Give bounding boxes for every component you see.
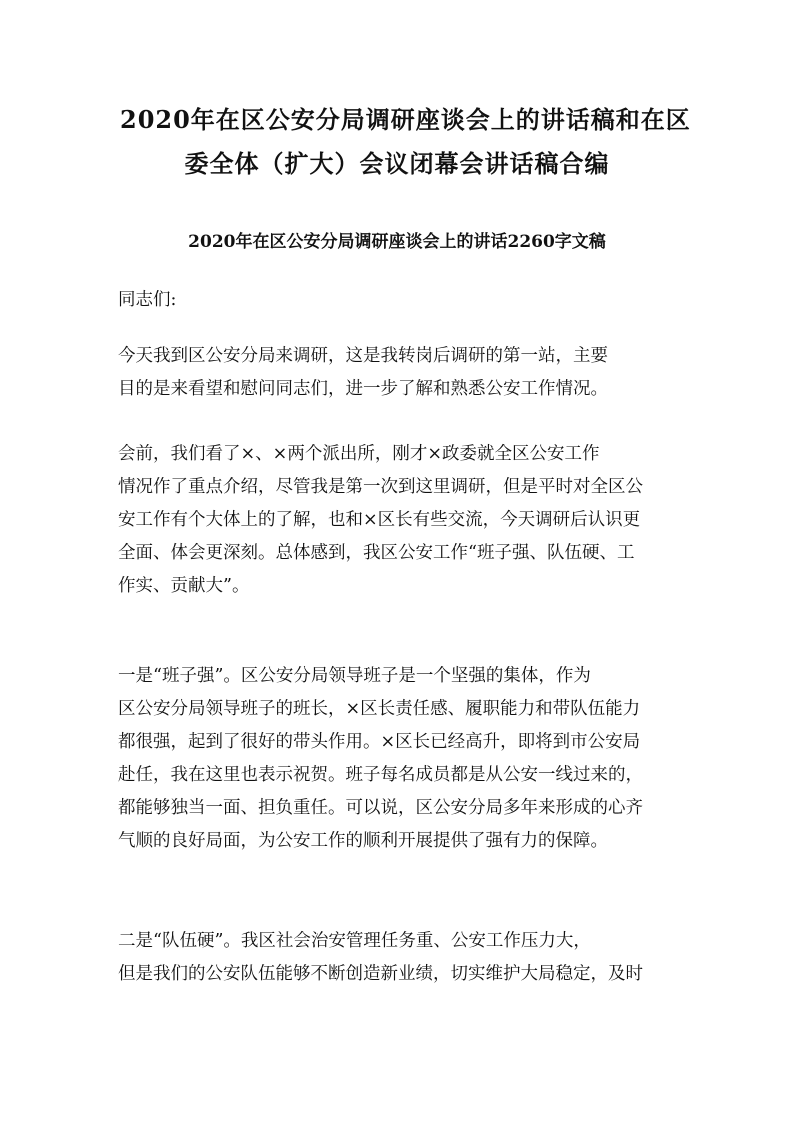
text-line: 都很强，起到了很好的带头作用。×区长已经高升，即将到市公安局 — [118, 732, 641, 752]
title-line: 2020年在区公安分局调研座谈会上的讲话稿和在区 — [120, 105, 691, 134]
text-line: 目的是来看望和慰问同志们，进一步了解和熟悉公安工作情况。 — [118, 379, 608, 399]
text-line: 情况作了重点介绍，尽管我是第一次到这里调研，但是平时对全区公 — [118, 477, 643, 497]
title-line: 委全体（扩大）会议闭幕会讲话稿合编 — [184, 149, 610, 178]
text-line: 安工作有个大体上的了解，也和×区长有些交流，今天调研后认识更 — [118, 510, 641, 530]
text-line: 今天我到区公安分局来调研，这是我转岗后调研的第一站，主要 — [118, 346, 608, 366]
text-line: 都能够独当一面、担负重任。可以说，区公安分局多年来形成的心齐 — [118, 798, 643, 818]
document-title — [120, 98, 691, 186]
text-line: 作实、贡献大”。 — [118, 576, 250, 596]
text-line: 赴任，我在这里也表示祝贺。班子每名成员都是从公安一线过来的， — [118, 765, 643, 785]
text-line: 会前，我们看了×、×两个派出所，刚才×政委就全区公安工作 — [118, 444, 600, 464]
paragraph-point-two — [118, 925, 678, 991]
text-line: 区公安分局领导班子的班长，×区长责任感、履职能力和带队伍能力 — [118, 699, 641, 719]
paragraph-point-one — [118, 660, 678, 858]
paragraph-greeting — [118, 284, 678, 317]
text-line: 二是“队伍硬”。我区社会治安管理任务重、公安工作压力大， — [118, 931, 591, 951]
text-line: 气顺的良好局面，为公安工作的顺利开展提供了强有力的保障。 — [118, 831, 608, 851]
paragraph-overview — [118, 438, 678, 603]
paragraph-intro — [118, 340, 678, 406]
text-line: 但是我们的公安队伍能够不断创造新业绩，切实维护大局稳定，及时 — [118, 964, 643, 984]
text-line: 一是“班子强”。区公安分局领导班子是一个坚强的集体，作为 — [118, 666, 591, 686]
text-line: 全面、体会更深刻。总体感到，我区公安工作“班子强、队伍硬、工 — [118, 543, 635, 563]
text-line: 同志们: — [118, 290, 177, 310]
speech-subtitle: 2020年在区公安分局调研座谈会上的讲话2260字文稿 — [188, 232, 606, 252]
